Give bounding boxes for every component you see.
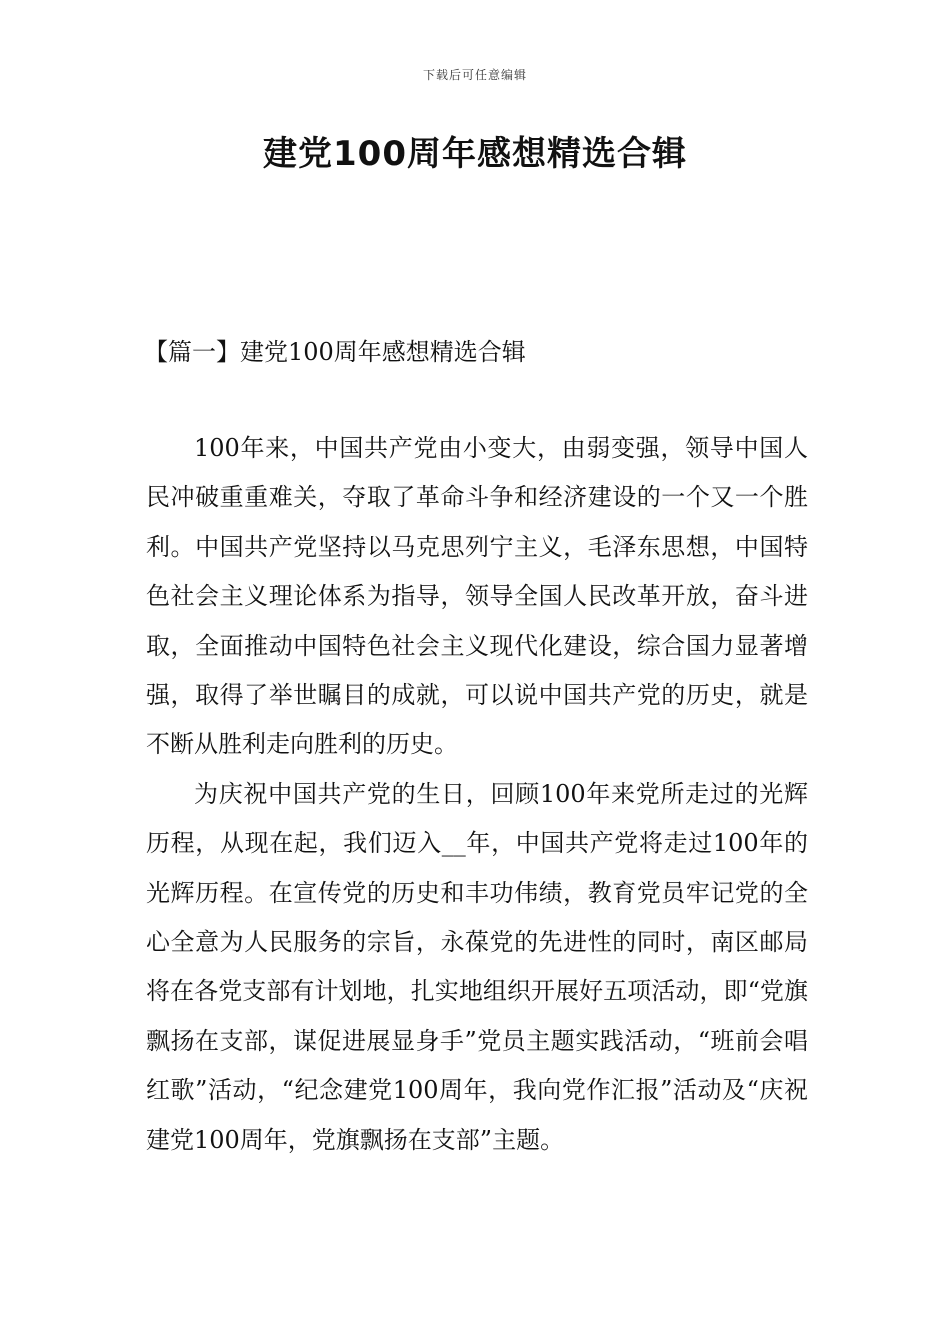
download-note: 下载后可任意编辑 bbox=[422, 68, 527, 82]
paragraph-2: 为庆祝中国共产党的生日，回顾100年来党所走过的光辉历程，从现在起，我们迈入__年，中国共产党将走过100年的光辉历程。在宣传党的历史和丰功伟绩，教育党员牢记党的全心全意为人民服务的宗旨，永葆党的先进性的同时，南区邮局将在各党支部有计划地，扎实地组织开展好五项活动，即“党旗飘扬在支部，谋促进展显身手”党员主题实践活动，“班前会唱红歌”活动，“纪念建党100周年，我向党作汇报”活动及“庆祝建党100周年，党旗飘扬在支部”主题。 bbox=[146, 779, 808, 1154]
section-heading: 【篇一】建党100周年感想精选合辑 bbox=[144, 338, 526, 366]
page-title: 建党100周年感想精选合辑 bbox=[263, 134, 687, 174]
body-text bbox=[146, 424, 808, 1165]
paragraph-1: 100年来，中国共产党由小变大，由弱变强，领导中国人民冲破重重难关，夺取了革命斗争和经济建设的一个又一个胜利。中国共产党坚持以马克思列宁主义，毛泽东思想，中国特色社会主义理论体系为指导，领导全国人民改革开放，奋斗进取，全面推动中国特色社会主义现代化建设，综合国力显著增强，取得了举世瞩目的成就，可以说中国共产党的历史，就是不断从胜利走向胜利的历史。 bbox=[146, 434, 808, 759]
